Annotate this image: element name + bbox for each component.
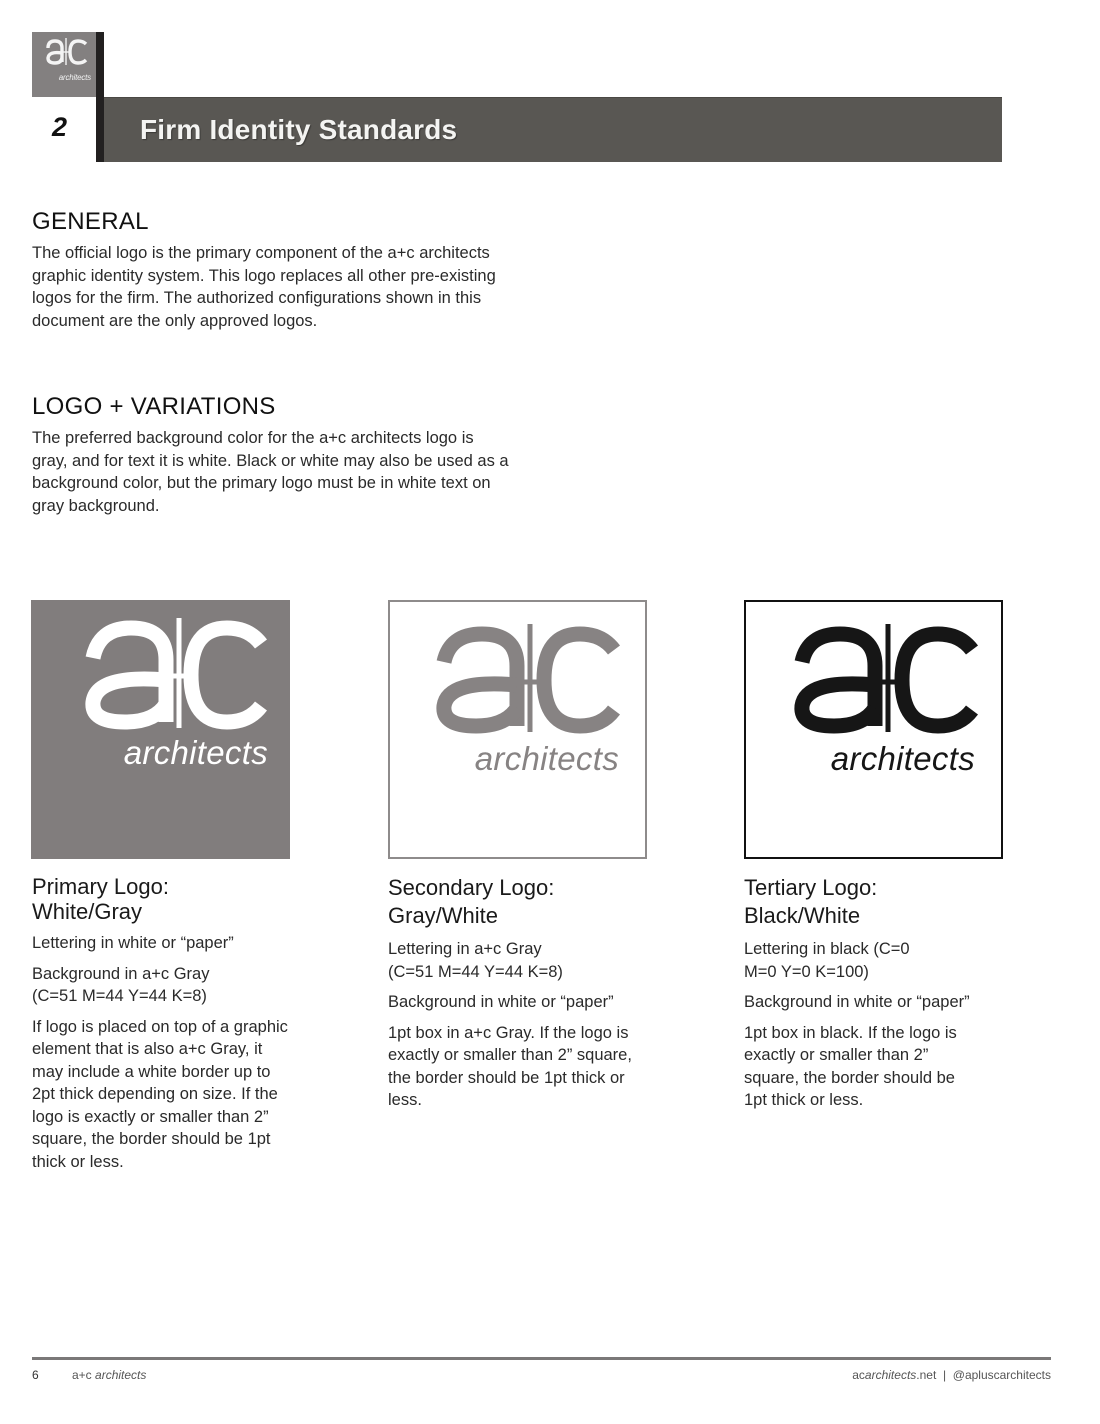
footer-firm-italic: architects: [95, 1368, 147, 1382]
logo-spec-border: 1pt box in black. If the logo is exactly or smaller than 2” square, the border should be 1pt thick or less.: [744, 1023, 957, 1109]
section-body: The official logo is the primary component of the a+c architects graphic identity system. This logo replaces all other pre-existing logos for the firm. The authorized configurations shown in this document are the only approved logos.: [32, 244, 496, 330]
logo-sample-secondary: [388, 600, 647, 859]
logo-title-line1: Primary Logo:: [32, 874, 169, 899]
header-title-bar: [104, 97, 1002, 162]
mini-logo-subtext: architects: [58, 72, 91, 82]
logo-title: [388, 874, 658, 930]
footer-separator: |: [942, 1368, 947, 1382]
website-prefix: ac: [852, 1368, 865, 1382]
logo-title: [744, 874, 1014, 930]
website-suffix: .net: [916, 1368, 937, 1382]
footer-page-number: 6: [32, 1368, 39, 1382]
ac-logo-mark-icon: [31, 600, 290, 859]
footer-firm-prefix: a+c: [72, 1368, 92, 1382]
logo-title-line1: Tertiary Logo:: [744, 875, 878, 900]
logo-spec-lettering: Lettering in black (C=0 M=0 Y=0 K=100): [744, 940, 910, 981]
section-heading: LOGO + VARIATIONS: [32, 393, 276, 420]
logo-wordmark: architects: [830, 740, 975, 777]
footer-rule: [32, 1357, 1051, 1360]
logo-title-line2: Black/White: [744, 903, 861, 928]
logo-title-line2: White/Gray: [32, 899, 143, 924]
logo-sample-primary: [31, 600, 290, 859]
logo-spec-border: 1pt box in a+c Gray. If the logo is exactly or smaller than 2” square, the border should be 1pt thick or less.: [388, 1023, 632, 1109]
logo-description-primary: [32, 874, 302, 1173]
logo-title: [32, 874, 302, 924]
ac-logo-mark-icon: [390, 602, 645, 857]
ac-logo-mark-icon: [746, 602, 1001, 857]
logo-spec-background: Background in white or “paper”: [744, 993, 970, 1011]
footer-firm-name: [72, 1368, 146, 1382]
logo-spec-lettering: Lettering in white or “paper”: [32, 934, 234, 952]
footer-contact: [852, 1368, 1051, 1382]
logo-spec-lettering: Lettering in a+c Gray (C=51 M=44 Y=44 K=8): [388, 940, 563, 981]
logo-wordmark: architects: [474, 740, 619, 777]
logo-spec-background: Background in a+c Gray (C=51 M=44 Y=44 K=8): [32, 964, 210, 1005]
section-general: [32, 208, 512, 332]
header-vertical-rule: [96, 32, 104, 162]
section-logo-variations: [32, 393, 512, 517]
header-mini-logo: [32, 32, 96, 97]
footer-website-link[interactable]: [852, 1368, 936, 1382]
logo-description-tertiary: [744, 874, 1014, 1112]
logo-sample-tertiary: [744, 600, 1003, 859]
page-title: Firm Identity Standards: [140, 114, 458, 145]
footer-social-handle[interactable]: @apluscarchitects: [952, 1368, 1051, 1382]
section-heading: GENERAL: [32, 208, 149, 235]
logo-title-line2: Gray/White: [388, 903, 499, 928]
section-body: The preferred background color for the a+c architects logo is gray, and for text it is white. Black or white may also be used as a background color, but the primary logo must be in white text on gray background.: [32, 429, 509, 515]
website-italic: architects: [864, 1368, 917, 1382]
logo-description-secondary: [388, 874, 658, 1112]
logo-spec-border: If logo is placed on top of a graphic element that is also a+c Gray, it may include a white border up to 2pt thick depending on size. If the logo is exactly or smaller than 2” square, the border should be 1pt thick or less.: [32, 1017, 288, 1171]
ac-logo-mark-icon: [32, 32, 96, 72]
chapter-number: 2: [52, 112, 68, 142]
logo-wordmark: architects: [123, 734, 268, 771]
logo-title-line1: Secondary Logo:: [388, 875, 555, 900]
logo-spec-background: Background in white or “paper”: [388, 993, 614, 1011]
